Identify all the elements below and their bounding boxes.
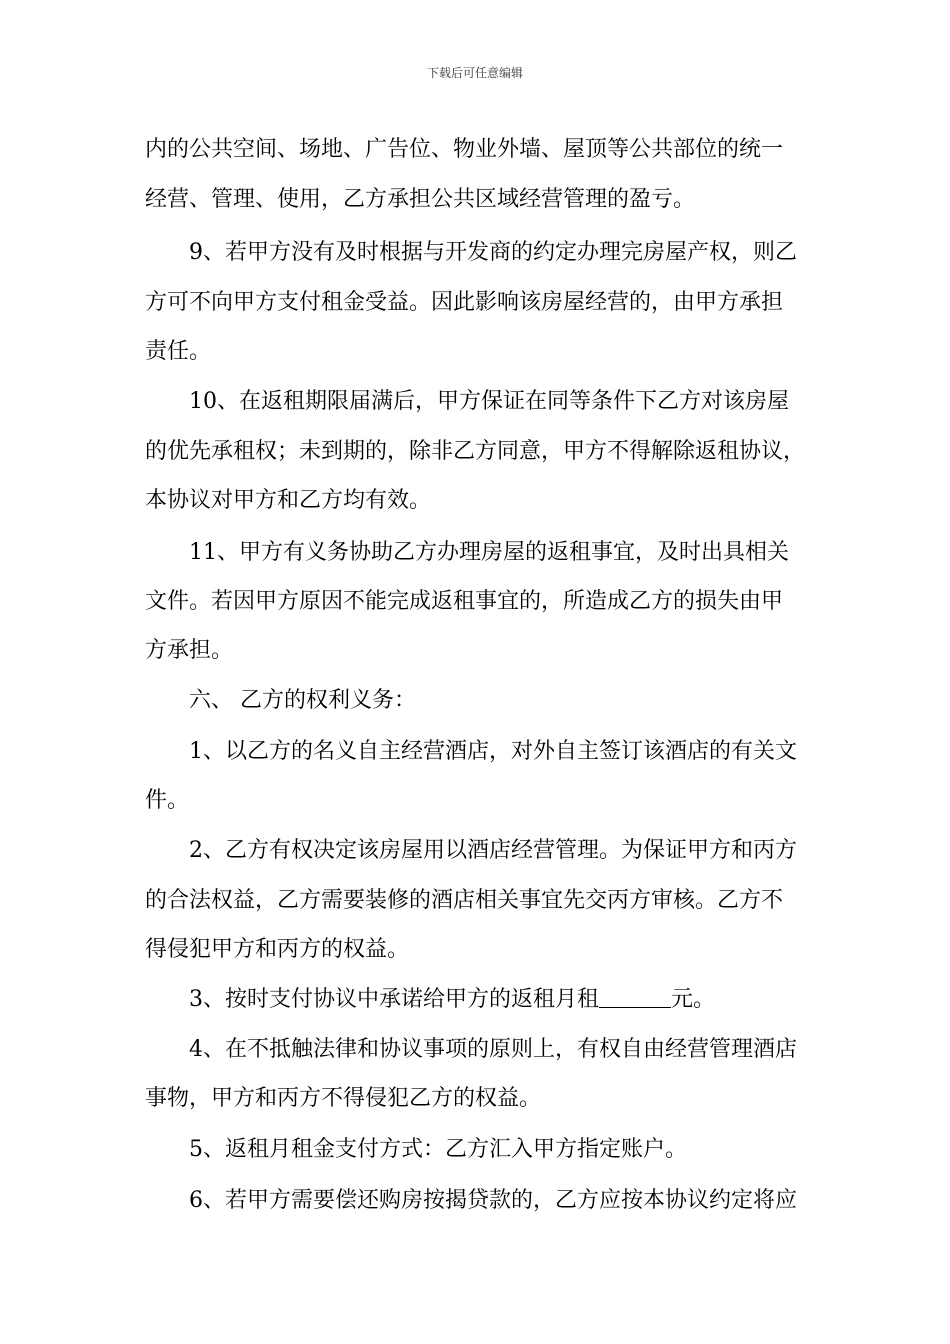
section-heading: 六、 乙方的权利义务：	[189, 688, 416, 713]
text-line: 事物，甲方和丙方不得侵犯乙方的权益。	[145, 1086, 542, 1111]
text-line: 本协议对甲方和乙方均有效。	[145, 488, 432, 513]
text-line: 得侵犯甲方和丙方的权益。	[145, 937, 410, 962]
text-line: 5、返租月租金支付方式：乙方汇入甲方指定账户。	[189, 1137, 687, 1162]
text-line: 的优先承租权；未到期的，除非乙方同意，甲方不得解除返租协议，	[145, 439, 806, 464]
text-line: 方可不向甲方支付租金受益。因此影响该房屋经营的，由甲方承担	[145, 290, 784, 315]
text-line: 经营、管理、使用，乙方承担公共区域经营管理的盈亏。	[145, 187, 696, 212]
text-line: 文件。若因甲方原因不能完成返租事宜的，所造成乙方的损失由甲	[145, 589, 784, 614]
text-line: 9、若甲方没有及时根据与开发商的约定办理完房屋产权，则乙	[189, 240, 797, 265]
text-line: 方承担。	[145, 638, 234, 663]
text-line-end: 元。	[671, 987, 716, 1012]
text-line: 2、乙方有权决定该房屋用以酒店经营管理。为保证甲方和丙方	[189, 838, 797, 863]
text-line: 件。	[145, 788, 190, 813]
text-line: 1、以乙方的名义自主经营酒店，对外自主签订该酒店的有关文	[189, 739, 797, 764]
text-line: 4、在不抵触法律和协议事项的原则上，有权自由经营管理酒店	[189, 1037, 797, 1062]
text-line	[189, 985, 715, 1015]
text-line: 10、在返租期限届满后，甲方保证在同等条件下乙方对该房屋	[189, 389, 789, 414]
text-line: 内的公共空间、场地、广告位、物业外墙、屋顶等公共部位的统一	[145, 137, 784, 162]
fill-in-blank	[599, 987, 671, 1008]
text-line: 11、甲方有义务协助乙方办理房屋的返租事宜，及时出具相关	[189, 540, 789, 565]
text-line: 6、若甲方需要偿还购房按揭贷款的，乙方应按本协议约定将应	[189, 1188, 797, 1213]
page-header: 下载后可任意编辑	[426, 66, 523, 80]
text-line: 的合法权益，乙方需要装修的酒店相关事宜先交丙方审核。乙方不	[145, 888, 784, 913]
text-line-start: 3、按时支付协议中承诺给甲方的返租月租	[189, 987, 599, 1012]
text-line: 责任。	[145, 339, 212, 364]
